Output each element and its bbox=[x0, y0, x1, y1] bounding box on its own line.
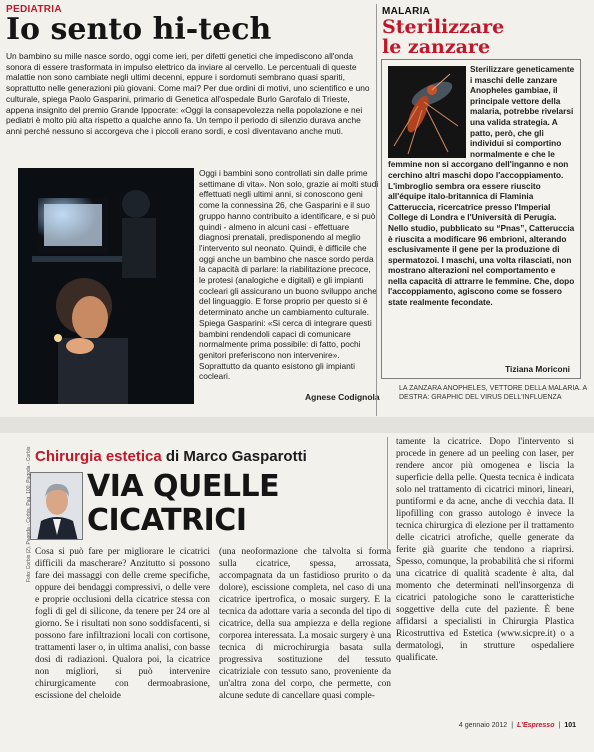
column-author: di Marco Gasparotti bbox=[161, 448, 307, 465]
byline-pediatria: Agnese Codignola bbox=[305, 392, 380, 402]
title-line-2: CICATRICI bbox=[87, 503, 247, 538]
malaria-body bbox=[388, 64, 576, 308]
article-title-chirurgia bbox=[87, 470, 279, 538]
image-float-spacer bbox=[388, 64, 470, 158]
article-column-1: Cosa si può fare per migliorare le cicatrici difficili da mascherare? Anzitutto si possono fare dei massaggi con delle creme specifiche, oppure dei bendaggi compressivi, o delle vere e proprie occlusioni della cicatrice stessa con fogli di gel di silicone, da tenere per 24 ore al giorno. Se i risultati non sono soddisfacenti, si possono fare infiltrazioni locali con cortisone, trattamenti laser o, in ultima analisi, con basse dosi di radiazioni. Qualora poi, la cicatrice non migliori, si può intervenire chirurgicamente con dermoabrasione, escissione del cheloide bbox=[35, 547, 210, 701]
photo-caption: LA ZANZARA ANOPHELES, VETTORE DELLA MALARIA. A DESTRA: GRAPHIC DEL VIRUS DELL'INFLUENZA bbox=[399, 385, 587, 401]
photo-credit: Foto: Corbis (2), Pagoda - Corbis, Pag. 100: Pagoda - Corbis bbox=[26, 446, 32, 582]
section-kicker-malaria: MALARIA bbox=[382, 6, 431, 17]
page-footer bbox=[459, 722, 576, 729]
section-divider bbox=[0, 417, 594, 433]
malaria-body-text: Sterilizzare geneticamente i maschi delle zanzare Anopheles gambiae, il principale vettore della malaria, potrebbe rivelarsi una valida strategia. A patto, però, che gli individui si comportino normalmente e che le femmine non si accorgano dell'inganno e non cerchino altri maschi dopo l'accoppiamento. L'imbroglio sembra ora essere riuscito all'équipe italo-britannica di Flaminia Catteruccia, ricercatrice presso l'Imperial College di Londra e l'Università di Perugia. Nello studio, pubblicato su “Pnas”, Catteruccia è riuscita a modificare 96 embrioni, alterando esclusivamente il gene per la produzione di spermatozoi. I maschi, una volta rilasciati, non mostrano alterazioni nel comportamento e nella capacità di attrarre le femmine. Che, dopo l'accoppiamento, agiscono come se fossero state realmente fecondate. bbox=[388, 64, 575, 308]
malaria-sidebar bbox=[376, 4, 594, 416]
title-line-1: VIA QUELLE bbox=[87, 469, 280, 504]
footer-separator: | bbox=[558, 722, 561, 729]
page-number: 101 bbox=[564, 722, 576, 729]
column-header bbox=[35, 448, 307, 465]
footer-separator: | bbox=[511, 722, 514, 729]
column-rule bbox=[387, 437, 388, 549]
author-portrait bbox=[30, 472, 83, 540]
photo-illustration bbox=[18, 168, 194, 404]
article-title-pediatria: Io sento hi-tech bbox=[6, 12, 272, 47]
article-body-pediatria bbox=[199, 168, 379, 382]
byline-malaria: Tiziana Moriconi bbox=[505, 364, 570, 374]
title-line-1: Sterilizzare bbox=[382, 16, 505, 38]
title-line-2: le zanzare bbox=[382, 36, 491, 58]
child-computer-photo bbox=[18, 168, 194, 404]
body-paragraph: Oggi i bambini sono controllati sin dalle prime settimane di vita». Non solo, grazie ai molti studi effettuati negli ultimi anni, si conoscono geni come la connessina 26, che Gasparini e il suo gruppo hanno contribuito a identificare, e si può quindi - almeno in alcuni casi - effettuare diagnosi prenatali, predisponendo al meglio l'intervento sul neonato. Quindi, è difficile che oggi anche un bambino che nasce sordo perda la capacità di parlare: la riabilitazione precoce, le protesi (analogiche e digitali) e gli impianti cocleari gli assicurano un buono sviluppo anche del linguaggio. E forse proprio per questo si è determinato anche un cambiamento culturale. Spiega Gasparini: «Si cerca di integrare questi bambini rendendoli capaci di comunicare normalmente prima possibile: di fatto, pochi genitori preferiscono non intervenire». Soprattutto da quanto esistono gli impianti cocleari. bbox=[199, 168, 379, 382]
malaria-text-box bbox=[381, 59, 581, 379]
portrait-illustration bbox=[31, 473, 83, 540]
magazine-name: L'Espresso bbox=[517, 722, 555, 729]
article-lead-pediatria bbox=[6, 51, 371, 137]
article-column-3: tamente la cicatrice. Dopo l'intervento si procede in genere ad un peeling con laser, per rendere ancor più omogenea e liscia la superficie della pelle. Questa tecnica è indicata solo nel trattamento di cicatrici minori, lineari, puntiformi e da acne, anche di vecchia data. Il lipofilling con grasso autologo è invece la tecnica chirurgica di elezione per il trattamento delle cicatrici atrofiche, quelle generate da ferite già guarite che tendono a riaprirsi. Spesso, comunque, la probabilità che si riformi una cicatrice di qualità scadente è alta, dal momento che determinati nell'insorgenza di cicatrici patologiche sono le caratteristiche soggettive della cute del paziente. È bene affidarsi a specialisti in Chirurgia Plastica Ricostruttiva ed Estetica (www.sicpre.it) o a dermatologi, in strutture ospedaliere qualificate. bbox=[396, 437, 574, 663]
article-title-malaria bbox=[382, 17, 504, 57]
lead-paragraph: Un bambino su mille nasce sordo, oggi come ieri, per difetti genetici che impediscono all'onda sonora di essere trasformata in impulso elettrico da inviare al cervello. Le percentuali di queste malattie non sono cambiate negli ultimi decenni, eppure i sordomuti sembrano quasi spariti, soprattutto nelle generazioni più giovani. Come mai? Per due ordini di motivi, uno scientifico e uno culturale, spiega Paolo Gasparini, primario di Genetica all'ospedale Burlo Garofalo di Trieste, appena insignito del premio Grande Ippocrate: «Oggi la consapevolezza nella popolazione e nei pediatri è molto più alta rispetto a qualche anno fa. Un tempo il periodo di silenzio durava anche anni perché nessuno si accorgeva che i piccoli erano sordi, e così diventavano anche muti. bbox=[6, 51, 370, 136]
column-kicker: Chirurgia estetica bbox=[35, 448, 162, 465]
issue-date: 4 gennaio 2012 bbox=[458, 722, 508, 729]
section-kicker-pediatria: PEDIATRIA bbox=[6, 4, 62, 15]
article-column-2: (una neoformazione che talvolta si forma sulla cicatrice, spessa, arrossata, accompagnata da un fastidioso prurito o da dolore), escissione completa, nel caso di una cicatrice ipertrofica, o mosaic surgery. E la tecnica da adottare varia a seconda del tipo di cicatrice, della sua ampiezza e della regione corporea interessata. La mosaic surgery è una tecnica di microchirurgia basata sulla progressiva sostituzione del tessuto cicatriziale con tessuto sano, proveniente da un'altra zona del corpo, che permette, con alcune sedute di cancellare quasi comple- bbox=[219, 547, 391, 701]
